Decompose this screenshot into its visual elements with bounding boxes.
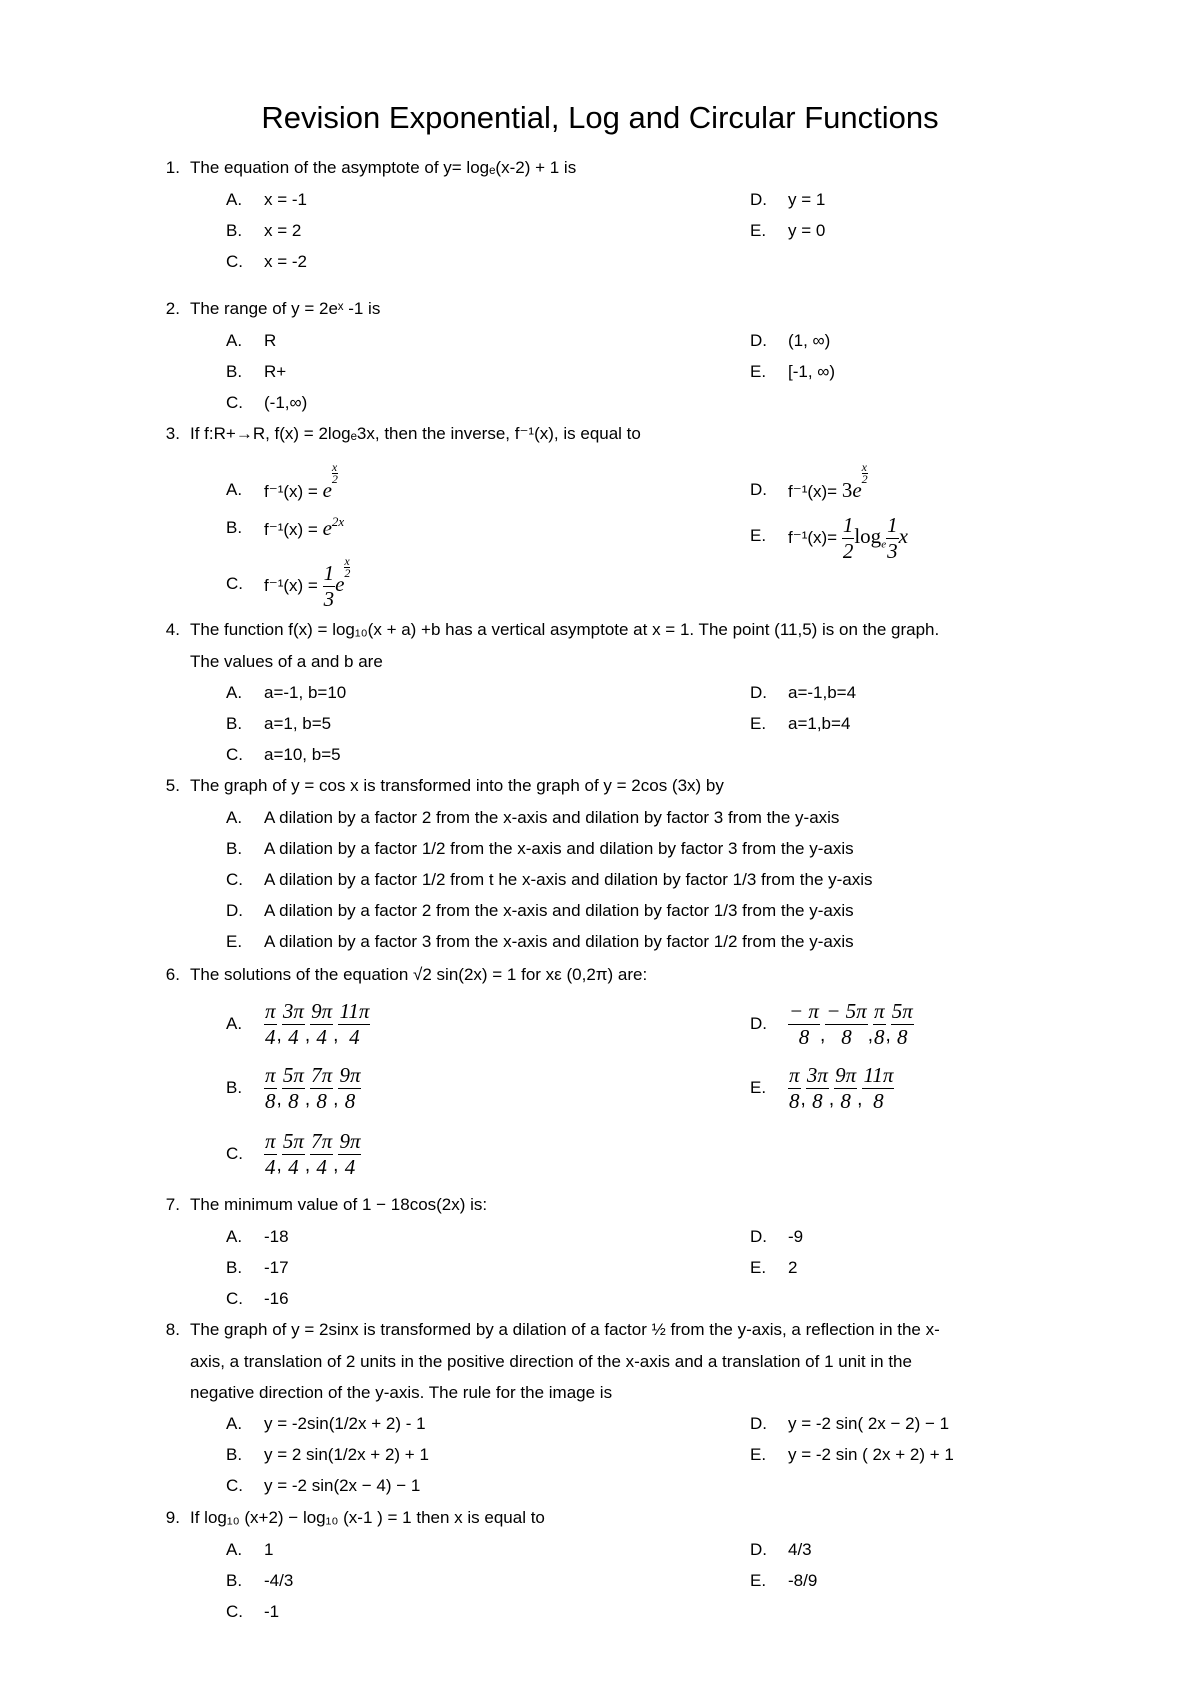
option-letter: B . <box>226 510 260 546</box>
fraction <box>825 999 867 1050</box>
separator-comma: , <box>304 1089 311 1110</box>
option-letter: B . <box>226 833 260 864</box>
base: e <box>335 572 345 596</box>
option-letter: D . <box>226 895 260 926</box>
log-text: log <box>854 524 882 548</box>
numerator: π <box>873 999 885 1024</box>
fraction <box>788 1063 801 1114</box>
question-number: 6 . <box>150 959 180 991</box>
denominator: 8 <box>840 1089 851 1114</box>
question-number: 4 . <box>150 614 180 646</box>
exp-num: x <box>331 460 338 474</box>
option-letter: D . <box>750 1221 784 1252</box>
denominator: 4 <box>265 1025 276 1050</box>
option-text: A dilation by a factor 3 from the x-axis and dilation by factor 1/2 from the y-axis <box>264 932 854 951</box>
denominator: 3 <box>887 539 898 564</box>
numerator: − 5π <box>826 999 867 1024</box>
option-fractions <box>788 994 914 1066</box>
option-letter: E . <box>226 926 260 957</box>
numerator: π <box>789 1063 800 1088</box>
numerator: 9π <box>311 999 333 1024</box>
exp-den: 2 <box>331 472 338 486</box>
exp-den: 2 <box>344 566 351 580</box>
option-letter: A . <box>226 184 260 215</box>
option-letter: B . <box>226 215 260 246</box>
option-text: y = 1 <box>788 190 826 209</box>
option-letter: D . <box>750 325 784 356</box>
numerator: 7π <box>311 1063 333 1088</box>
option-text <box>788 508 908 572</box>
numerator: 3π <box>282 999 304 1024</box>
denominator: 8 <box>873 1089 884 1114</box>
option-text <box>788 460 868 510</box>
option-prefix: f⁻¹(x) = <box>264 520 323 539</box>
fraction <box>873 999 886 1050</box>
question-text: If log₁₀ (x+2) − log₁₀ (x-1 ) = 1 then x is equal to <box>190 1508 545 1527</box>
fraction <box>806 1063 829 1114</box>
question-number: 3 . <box>150 418 180 450</box>
separator-comma: , <box>857 1089 863 1110</box>
fraction <box>282 999 305 1050</box>
question-number: 8 . <box>150 1314 180 1346</box>
option-letter: A . <box>226 994 260 1054</box>
numerator: 5π <box>891 999 913 1024</box>
question-number: 2 . <box>150 293 180 325</box>
denominator: 8 <box>897 1025 908 1050</box>
fraction <box>310 999 333 1050</box>
fraction <box>282 1129 305 1180</box>
option-letter: E . <box>750 215 784 246</box>
log-base: e <box>881 538 887 551</box>
variable: x <box>898 524 908 548</box>
exp-den: 2 <box>861 472 868 486</box>
option-text: a=10, b=5 <box>264 745 341 764</box>
exp-num: x <box>861 460 867 474</box>
option-letter: E . <box>750 356 784 387</box>
option-letter: B . <box>226 708 260 739</box>
option-fractions <box>264 1124 361 1196</box>
question-text: The equation of the asymptote of y= logₑ(x-2) + 1 is <box>190 158 577 177</box>
option-text: y = 0 <box>788 221 826 240</box>
option-text: -9 <box>788 1227 804 1246</box>
denominator: 4 <box>265 1155 276 1180</box>
separator-comma: , <box>333 1155 339 1176</box>
denominator: 4 <box>316 1155 327 1180</box>
numerator: 1 <box>323 561 335 586</box>
option-text: a=-1, b=10 <box>264 683 347 702</box>
option-letter: D . <box>750 1534 784 1565</box>
option-letter: C . <box>226 739 260 770</box>
separator-comma: , <box>304 1025 311 1046</box>
separator-comma: , <box>304 1155 311 1176</box>
option-text: A dilation by a factor 2 from the x-axis and dilation by factor 1/3 from the y-axis <box>264 901 854 920</box>
option-text: y = 2 sin(1/2x + 2) + 1 <box>264 1445 429 1464</box>
option-letter: E . <box>750 1439 784 1470</box>
option-letter: C . <box>226 387 260 418</box>
separator-comma: , <box>819 1025 826 1046</box>
question-number: 1 . <box>150 152 180 184</box>
option-text: (1, ∞) <box>788 331 831 350</box>
denominator: 2 <box>842 539 854 564</box>
question-number: 9 . <box>150 1502 180 1534</box>
option-letter: C . <box>226 246 260 277</box>
option-letter: C . <box>226 556 260 612</box>
option-text: 1 <box>264 1540 274 1559</box>
option-letter: A . <box>226 677 260 708</box>
option-letter: E . <box>750 708 784 739</box>
option-text: 4/3 <box>788 1540 812 1559</box>
option-letter: A . <box>226 325 260 356</box>
numerator: 1 <box>842 513 854 538</box>
option-letter: E . <box>750 1058 784 1118</box>
option-letter: C . <box>226 1124 260 1184</box>
argument-fraction <box>886 513 899 564</box>
option-fractions <box>264 1058 361 1130</box>
fraction <box>264 999 277 1050</box>
denominator: 4 <box>349 1025 360 1050</box>
denominator: 8 <box>812 1089 823 1114</box>
numerator: 1 <box>887 513 898 538</box>
option-letter: D . <box>750 472 784 508</box>
option-letter: B . <box>226 1439 260 1470</box>
separator-comma: , <box>276 1155 282 1176</box>
base: e <box>852 478 862 502</box>
option-text: [-1, ∞) <box>788 362 836 381</box>
question-text: The function f(x) = log₁₀(x + a) +b has a vertical asymptote at x = 1. The point (11,5) is on the graph. The values of a and b are <box>190 620 940 671</box>
denominator: 8 <box>265 1089 276 1114</box>
option-text: y = -2sin(1/2x + 2) - 1 <box>264 1414 426 1433</box>
question-text: The range of y = 2eˣ -1 is <box>190 299 381 318</box>
option-letter: C . <box>226 1596 260 1627</box>
fraction <box>891 999 914 1050</box>
separator-comma: , <box>867 1025 873 1046</box>
option-letter: A . <box>226 1534 260 1565</box>
option-text: x = -1 <box>264 190 307 209</box>
denominator: 4 <box>344 1155 356 1180</box>
option-text: R <box>264 331 277 350</box>
option-letter: A . <box>226 1221 260 1252</box>
numerator: 11π <box>863 1063 894 1088</box>
question-text: If f:R+→R, f(x) = 2logₑ3x, then the inverse, f⁻¹(x), is equal to <box>190 424 641 443</box>
denominator: 8 <box>789 1089 800 1114</box>
option-text: (-1,∞) <box>264 393 308 412</box>
base: e <box>322 478 332 502</box>
question-number: 7 . <box>150 1189 180 1221</box>
question-text: The minimum value of 1 − 18cos(2x) is: <box>190 1195 488 1214</box>
option-fractions <box>788 1058 894 1130</box>
numerator: 9π <box>339 1129 361 1154</box>
option-text: -1 <box>264 1602 280 1621</box>
option-text: a=1, b=5 <box>264 714 332 733</box>
option-letter: B . <box>226 1058 260 1118</box>
numerator: 5π <box>282 1129 304 1154</box>
option-prefix: f⁻¹(x) = <box>264 482 323 501</box>
option-letter: A . <box>226 472 260 508</box>
separator-comma: , <box>276 1089 282 1110</box>
option-letter: E . <box>750 508 784 564</box>
denominator: 3 <box>323 587 335 612</box>
option-text: a=1,b=4 <box>788 714 851 733</box>
option-fractions <box>264 994 370 1066</box>
denominator: 8 <box>288 1089 299 1114</box>
option-letter: D . <box>750 184 784 215</box>
separator-comma: , <box>828 1089 835 1110</box>
fraction <box>338 1063 361 1114</box>
numerator: 7π <box>311 1129 333 1154</box>
fraction <box>310 1129 333 1180</box>
numerator: 9π <box>835 1063 857 1088</box>
denominator: 8 <box>873 1025 885 1050</box>
exp-num: x <box>344 554 350 568</box>
numerator: π <box>265 1063 276 1088</box>
option-prefix: f⁻¹(x)= <box>788 528 842 547</box>
question-number: 5 . <box>150 770 180 802</box>
fraction <box>264 1063 277 1114</box>
numerator: 3π <box>806 1063 828 1088</box>
numerator: π <box>265 1129 276 1154</box>
option-text: -16 <box>264 1289 289 1308</box>
option-letter: D . <box>750 1408 784 1439</box>
exponent: 2x <box>331 514 345 529</box>
option-prefix: f⁻¹(x)= <box>788 482 842 501</box>
separator-comma: , <box>885 1025 891 1046</box>
fraction <box>264 1129 277 1180</box>
option-text: y = -2 sin ( 2x + 2) + 1 <box>788 1445 954 1464</box>
option-prefix: f⁻¹(x) = <box>264 576 323 595</box>
option-text: x = 2 <box>264 221 302 240</box>
option-text <box>264 460 338 510</box>
exponent <box>332 462 338 485</box>
option-text: A dilation by a factor 1/2 from t he x-axis and dilation by factor 1/3 from the y-axis <box>264 870 873 889</box>
option-text: -4/3 <box>264 1571 294 1590</box>
option-letter: B . <box>226 1252 260 1283</box>
option-letter: D . <box>750 994 784 1054</box>
exponent <box>862 462 868 485</box>
question-text: The graph of y = cos x is transformed into the graph of y = 2cos (3x) by <box>190 776 724 795</box>
option-letter: C . <box>226 1283 260 1314</box>
question-text: The graph of y = 2sinx is transformed by a dilation of a factor ½ from the y-axis, a reflection in the x- axis, a translation of 2 units in the positive direction of the x-axis and a translation of 1 unit in the negative direction of the y-axis. The rule for the image is <box>190 1320 940 1402</box>
separator-comma: , <box>800 1089 806 1110</box>
option-text: y = -2 sin(2x − 4) − 1 <box>264 1476 421 1495</box>
option-text <box>264 556 350 614</box>
option-letter: E . <box>750 1252 784 1283</box>
separator-comma: , <box>333 1025 339 1046</box>
fraction <box>338 1129 361 1180</box>
option-text: -8/9 <box>788 1571 818 1590</box>
numerator: 9π <box>339 1063 361 1088</box>
exponent <box>344 556 350 579</box>
fraction <box>338 999 370 1050</box>
option-letter: C . <box>226 864 260 895</box>
denominator: 8 <box>316 1089 327 1114</box>
option-letter: B . <box>226 1565 260 1596</box>
numerator: − π <box>789 999 819 1024</box>
separator-comma: , <box>333 1089 339 1110</box>
coefficient: 3 <box>841 478 853 502</box>
option-text <box>264 510 344 549</box>
option-text: x = -2 <box>264 252 307 271</box>
option-letter: A . <box>226 802 260 833</box>
fraction <box>282 1063 305 1114</box>
option-letter: E . <box>750 1565 784 1596</box>
denominator: 8 <box>798 1025 810 1050</box>
option-text: y = -2 sin( 2x − 2) − 1 <box>788 1414 950 1433</box>
separator-comma: , <box>276 1025 282 1046</box>
question-text: The solutions of the equation √2 sin(2x) = 1 for xε (0,2π) are: <box>190 965 648 984</box>
denominator: 8 <box>344 1089 356 1114</box>
numerator: π <box>265 999 276 1024</box>
base: e <box>322 516 332 540</box>
option-letter: B . <box>226 356 260 387</box>
option-text: R+ <box>264 362 287 381</box>
option-text: a=-1,b=4 <box>788 683 857 702</box>
denominator: 4 <box>288 1025 299 1050</box>
fraction <box>310 1063 333 1114</box>
denominator: 8 <box>841 1025 852 1050</box>
denominator: 4 <box>316 1025 327 1050</box>
option-letter: A . <box>226 1408 260 1439</box>
numerator: 11π <box>339 999 370 1024</box>
option-text: A dilation by a factor 1/2 from the x-axis and dilation by factor 3 from the y-axis <box>264 839 854 858</box>
fraction <box>788 999 820 1050</box>
denominator: 4 <box>288 1155 299 1180</box>
coefficient-fraction <box>842 513 855 564</box>
coefficient-fraction <box>323 561 336 612</box>
option-text: 2 <box>788 1258 798 1277</box>
option-letter: D . <box>750 677 784 708</box>
option-letter: C . <box>226 1470 260 1501</box>
fraction <box>862 1063 894 1114</box>
page-title: Revision Exponential, Log and Circular Functions <box>261 100 939 135</box>
option-text: -17 <box>264 1258 289 1277</box>
numerator: 5π <box>282 1063 304 1088</box>
option-text: A dilation by a factor 2 from the x-axis and dilation by factor 3 from the y-axis <box>264 808 840 827</box>
option-text: -18 <box>264 1227 289 1246</box>
fraction <box>834 1063 857 1114</box>
